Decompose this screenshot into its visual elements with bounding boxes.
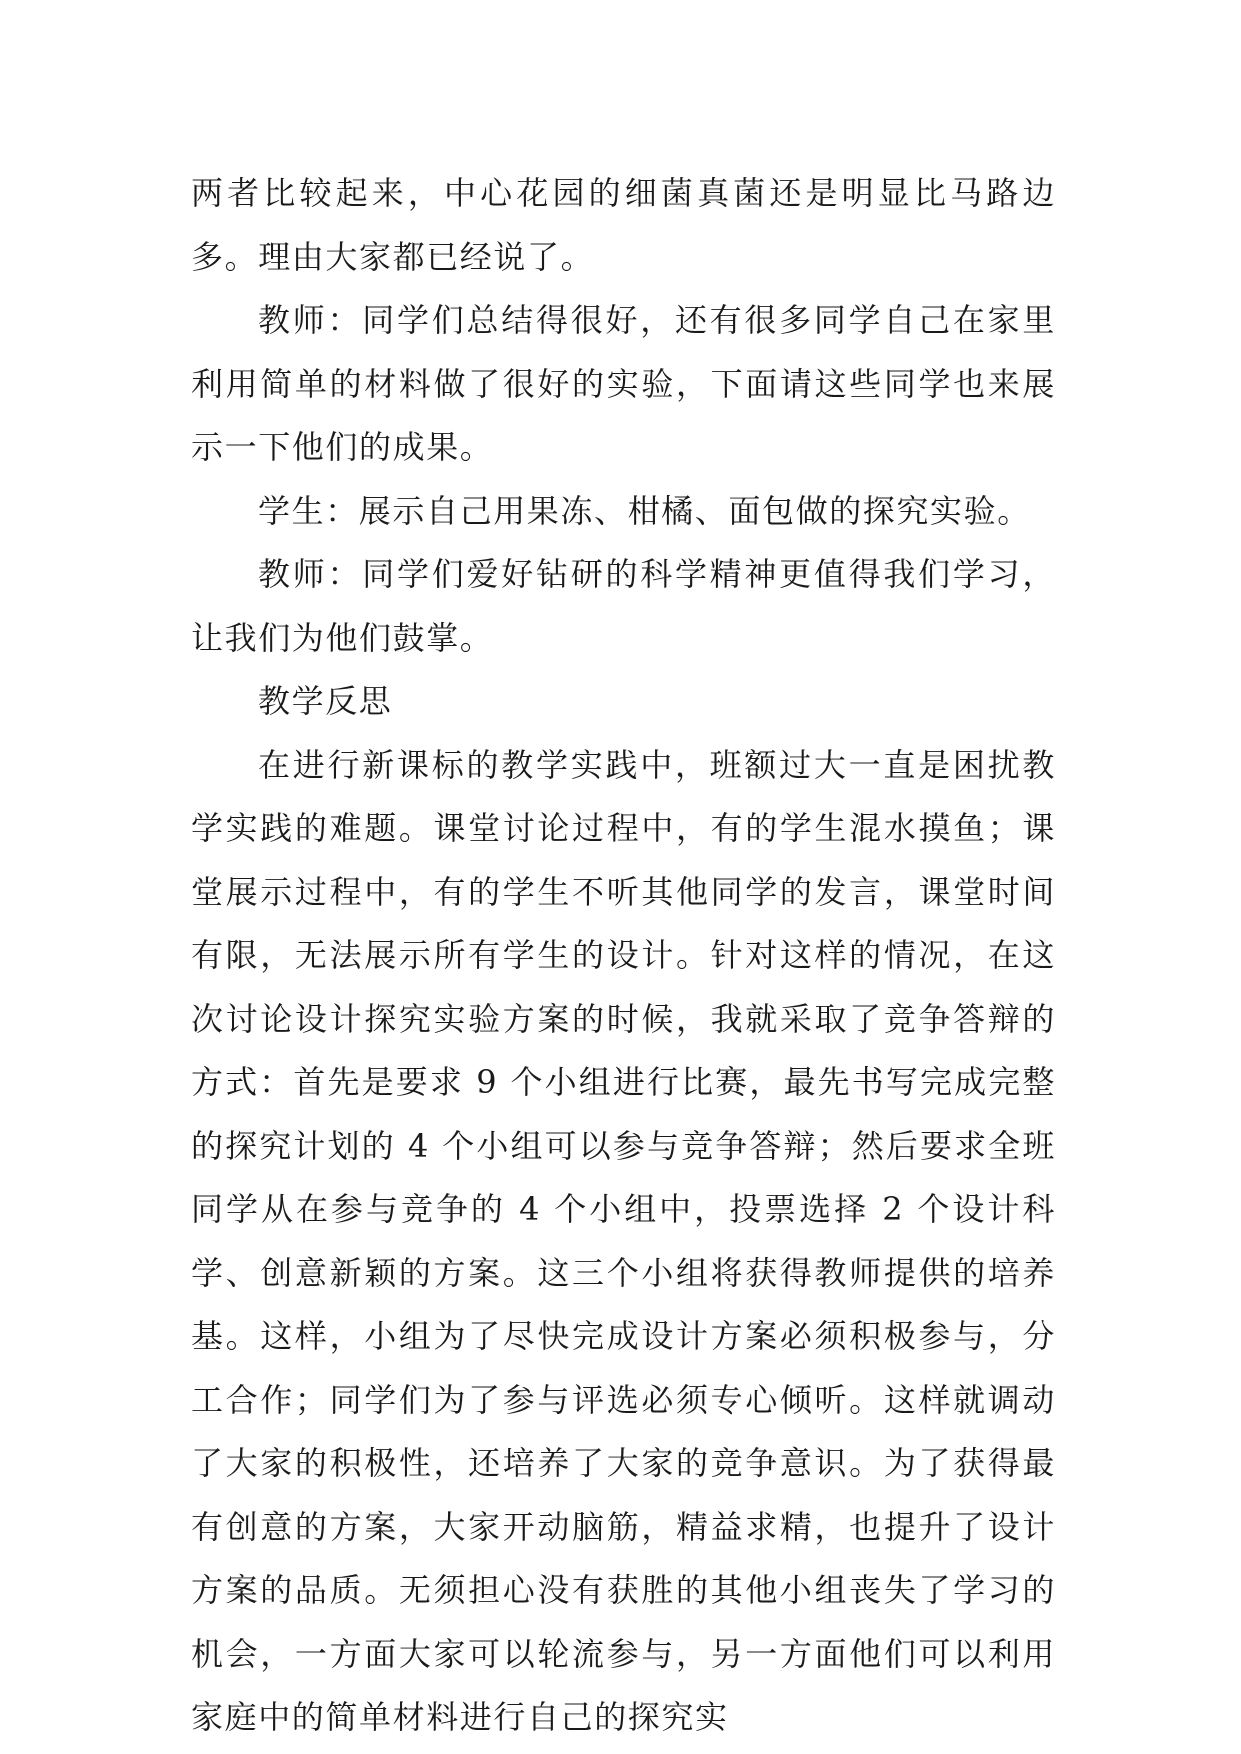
paragraph-student-showcase: 学生：展示自己用果冻、柑橘、面包做的探究实验。 (258, 491, 1031, 530)
paragraph-teacher-praise: 教师：同学们爱好钻研的科学精神更值得我们学习，让我们为他们鼓掌。 (191, 555, 1056, 657)
paragraph-summary: 两者比较起来，中心花园的细菌真菌还是明显比马路边多。理由大家都已经说了。 (191, 174, 1056, 276)
document-body (191, 162, 1056, 1750)
paragraph-teacher-intro-experiments: 教师：同学们总结得很好，还有很多同学自己在家里利用简单的材料做了很好的实验，下面请这些同学也来展示一下他们的成果。 (191, 301, 1056, 466)
section-heading-teaching-reflection: 教学反思 (258, 682, 393, 720)
paragraph-reflection: 在进行新课标的教学实践中，班额过大一直是困扰教学实践的难题。课堂讨论过程中，有的学生混水摸鱼；课堂展示过程中，有的学生不听其他同学的发言，课堂时间有限，无法展示所有学生的设计。针对这样的情况，在这次讨论设计探究实验方案的时候，我就采取了竞争答辩的方式：首先是要求 9 个小组进行比赛，最先书写完成完整的探究计划的 4 个小组可以参与竞争答辩；然后要求全班同学从在参与竞争的 4 个小组中，投票选择 2 个设计科学、创意新颖的方案。这三个小组将获得教师提供的培养基。这样，小组为了尽快完成设计方案必须积极参与，分工合作；同学们为了参与评选必须专心倾听。这样就调动了大家的积极性，还培养了大家的竞争意识。为了获得最有创意的方案，大家开动脑筋，精益求精，也提升了设计方案的品质。无须担心没有获胜的其他小组丧失了学习的机会，一方面大家可以轮流参与，另一方面他们可以利用家庭中的简单材料进行自己的探究实 (191, 745, 1056, 1736)
